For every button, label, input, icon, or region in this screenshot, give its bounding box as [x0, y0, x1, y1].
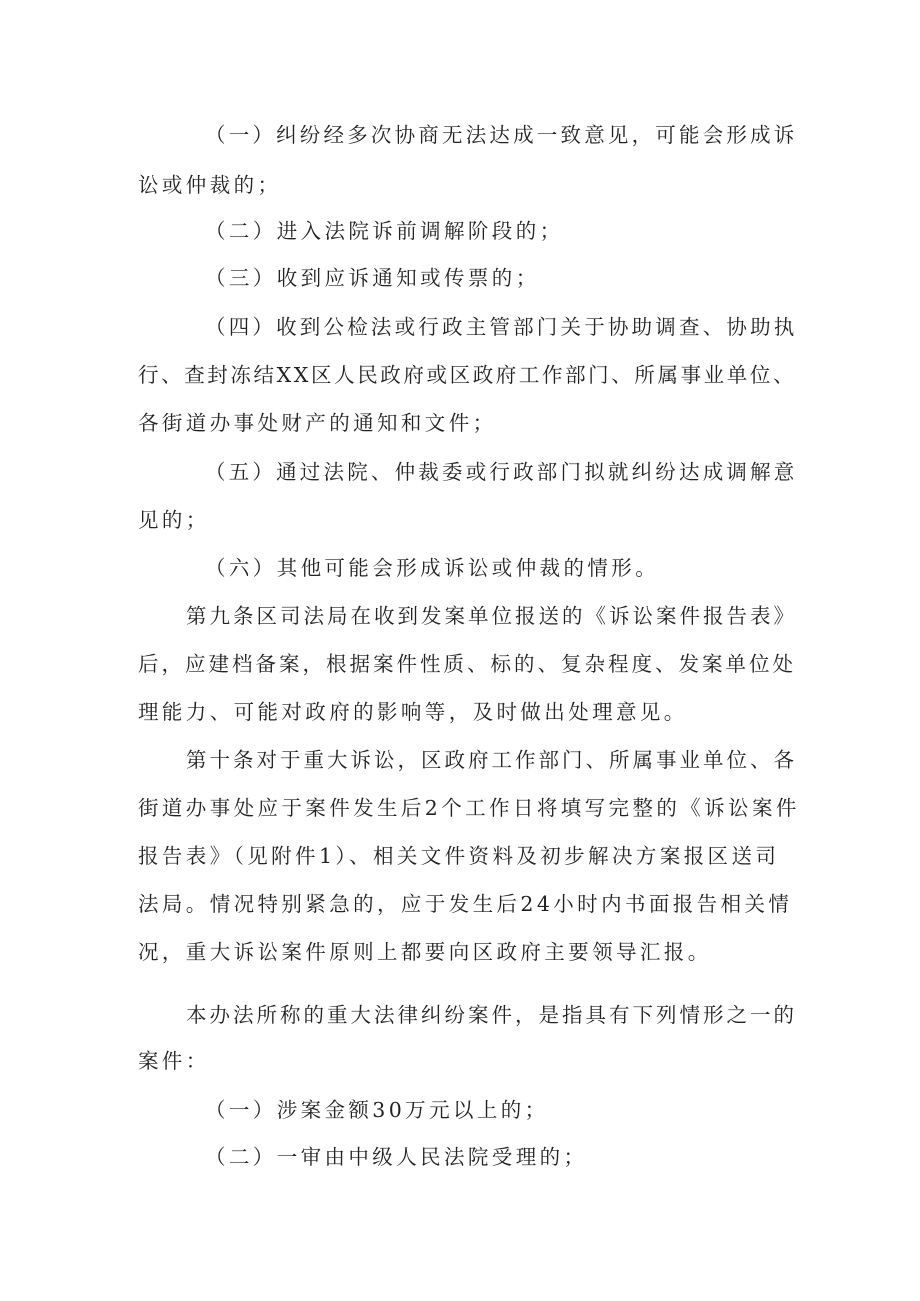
text-line: 讼或仲裁的；	[138, 173, 282, 197]
text-line: 理能力、可能对政府的影响等，及时做出处理意见。	[138, 700, 688, 724]
text-line: 后，应建档备案，根据案件性质、标的、复杂程度、发案单位处	[138, 652, 796, 676]
text-line: 本办法所称的重大法律纠纷案件，是指具有下列情形之一的	[186, 1003, 797, 1027]
text-line: （六）其他可能会形成诉讼或仲裁的情形。	[205, 556, 660, 580]
text-line: 第九条区司法局在收到发案单位报送的《诉讼案件报告表》	[186, 604, 797, 628]
text-line: （二）一审由中级人民法院受理的；	[205, 1145, 588, 1169]
text-line: 街道办事处应于案件发生后2个工作日将填写完整的《诉讼案件	[138, 796, 800, 820]
text-line: 况，重大诉讼案件原则上都要向区政府主要领导汇报。	[138, 940, 712, 964]
text-line: （四）收到公检法或行政主管部门关于协助调查、协助执	[205, 315, 798, 339]
text-line: 行、查封冻结XX区人民政府或区政府工作部门、所属事业单位、	[138, 363, 797, 387]
text-line: 各街道办事处财产的通知和文件；	[138, 411, 497, 435]
text-line: 见的；	[138, 508, 210, 532]
text-line: 法局。情况特别紧急的，应于发生后24小时内书面报告相关情	[138, 892, 793, 916]
text-line: （二）进入法院诉前调解阶段的；	[205, 219, 564, 243]
text-line: 第十条对于重大诉讼，区政府工作部门、所属事业单位、各	[186, 748, 797, 772]
text-line: （一）涉案金额30万元以上的；	[205, 1098, 549, 1122]
text-line: （三）收到应诉通知或传票的；	[205, 266, 540, 290]
text-line: （五）通过法院、仲裁委或行政部门拟就纠纷达成调解意	[205, 460, 798, 484]
text-line: （一）纠纷经多次协商无法达成一致意见，可能会形成诉	[205, 123, 798, 147]
text-line: 报告表》（见附件1）、相关文件资料及初步解决方案报区送司	[138, 844, 780, 868]
text-line: 案件：	[138, 1049, 210, 1073]
